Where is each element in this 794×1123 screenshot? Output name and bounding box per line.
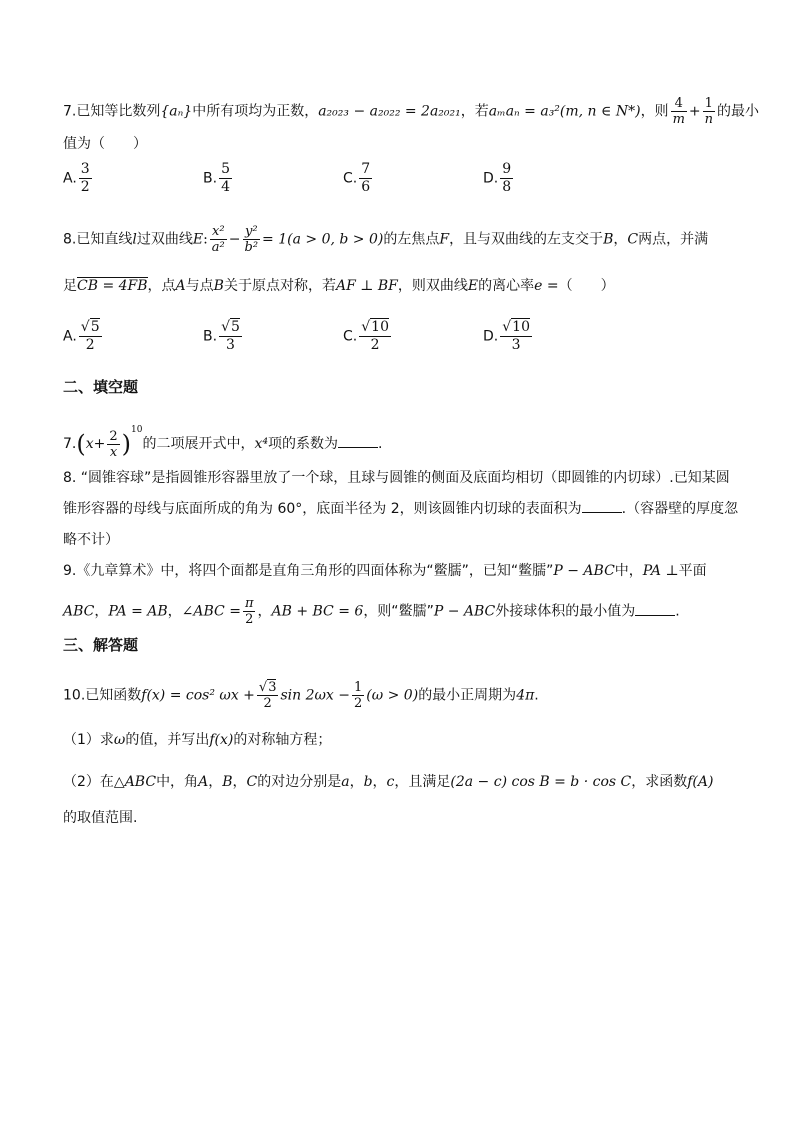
q10-part1 [63, 730, 331, 750]
q10-text: ，且满足 [394, 774, 451, 790]
q8-frac-x [210, 224, 227, 255]
f8-text-end: .（容器壁的厚度忽 [621, 501, 739, 517]
q8-text3: ，且与双曲线的左支交于 [449, 231, 604, 248]
f9-text: 9.《九章算术》中，将四个面都是直角三角形的四面体称为“鳖臑”，已知“鳖臑” [63, 563, 554, 579]
q8-option-a[interactable] [63, 319, 104, 354]
f7-line [63, 420, 382, 460]
option-fraction [219, 319, 242, 354]
comma: ， [349, 774, 364, 790]
frac-num: y² [243, 224, 261, 240]
frac-den: x [109, 444, 118, 460]
frac-den: 2 [354, 696, 363, 711]
section-title-answer: 三、解答题 [63, 636, 139, 654]
q7-text2: ，若 [460, 103, 489, 120]
f9-fraction [243, 596, 256, 627]
q7-tail: 的最小 [717, 103, 759, 120]
option-fraction [79, 319, 102, 354]
frac-num: √5 [80, 319, 100, 335]
option-label: B. [203, 328, 218, 345]
q10-text: 的值，并写出 [125, 732, 210, 748]
option-fraction [219, 161, 232, 196]
frac-den: m [672, 112, 685, 127]
var-C: C [246, 774, 258, 790]
option-label: B. [203, 170, 218, 187]
plus-sign: + [688, 103, 701, 120]
q10-part2 [63, 772, 713, 792]
f9-perp: PA ⊥ [642, 563, 679, 579]
var-c: c [386, 774, 395, 790]
var-x: x [85, 436, 94, 452]
frac-num: 1 [354, 680, 363, 695]
option-fraction [359, 161, 372, 196]
q10-equation: (2a − c) cos B = b · cos C [450, 774, 632, 790]
var-F: F [439, 231, 450, 248]
option-label: C. [343, 170, 358, 187]
answer-blank[interactable] [582, 498, 622, 513]
frac-num: 5 [221, 161, 230, 177]
q8-text: ，点 [147, 278, 176, 294]
q8-text: 足 [63, 278, 77, 294]
q8-prefix: 8.已知直线 [63, 231, 133, 248]
q10-prefix: 10.已知函数 [63, 687, 142, 704]
q10-period: 4π [516, 687, 535, 704]
left-paren: ( [76, 430, 86, 458]
frac-num: 1 [703, 96, 715, 112]
var-E: E [192, 231, 204, 248]
q8-frac-y [243, 224, 261, 255]
q10-triangle: △ABC [113, 774, 157, 790]
q7-text: 中所有项均为正数， [192, 103, 319, 120]
f7-x4: x⁴ [254, 436, 268, 452]
var-A: A [175, 278, 186, 294]
f7-tail: 项的系数为 [268, 436, 338, 452]
frac-num: π [244, 596, 254, 611]
f9-text: ，则“鳖臑” [363, 603, 434, 620]
f9-angle: ∠ABC = [181, 603, 241, 620]
q7-line1 [63, 96, 759, 127]
q10-condition: (ω > 0) [366, 687, 419, 704]
q7-equation: a₂₀₂₃ − a₂₀₂₂ = 2a₂₀₂₁ [318, 103, 461, 120]
q10-fraction-half [352, 680, 364, 711]
f9-tetrahedron: P − ABC [553, 563, 615, 579]
comma: ， [232, 774, 247, 790]
f9-line2 [63, 596, 680, 627]
option-label: A. [63, 328, 77, 345]
q8-paren: （ ） [558, 278, 615, 294]
f8-line2 [63, 498, 738, 519]
f9-plane: ABC [63, 603, 95, 620]
frac-num: 4 [671, 96, 687, 112]
f8-line1: 8. “圆锥容球”是指圆锥形容器里放了一个球，且球与圆锥的侧面及底面均相切（即圆锥的内切球）.已知某圆 [63, 470, 730, 486]
q8-condition: = 1(a > 0, b > 0) [262, 231, 384, 248]
frac-den: 4 [221, 179, 230, 195]
f9-line1 [63, 561, 707, 581]
var-B: B [603, 231, 614, 248]
q10-text: 的对称轴方程； [233, 732, 332, 748]
var-b: b [363, 774, 373, 790]
option-fraction [79, 161, 92, 196]
q8-text: 关于原点对称，若 [223, 278, 336, 294]
q7-condition: aₘaₙ = a₃²(m, n ∈ N*) [488, 103, 641, 120]
q10-text: 的最小正周期为 [418, 687, 517, 704]
frac-num: √5 [221, 319, 240, 335]
sqrt-radicand: 3 [268, 680, 277, 695]
q8-option-d[interactable] [483, 319, 534, 354]
option-label: C. [343, 328, 358, 345]
var-A: A [198, 774, 209, 790]
frac-den: b² [244, 240, 259, 255]
var-omega: ω [113, 732, 126, 748]
q10-text: （1）求 [63, 732, 114, 748]
q7-option-b[interactable] [203, 161, 234, 196]
q8-option-c[interactable] [343, 319, 393, 354]
q7-prefix: 7.已知等比数列 [63, 103, 161, 120]
var-E: E [467, 278, 479, 294]
q7-option-a[interactable] [63, 161, 94, 196]
comma: ， [167, 603, 182, 620]
q7-text3: ，则 [640, 103, 669, 120]
f9-text: 外接球体积的最小值为 [495, 603, 636, 620]
q10-text: 的对边分别是 [257, 774, 342, 790]
frac-num: 2 [109, 428, 118, 444]
q8-line2 [63, 276, 615, 296]
var-C: C [627, 231, 639, 248]
var-a: a [341, 774, 350, 790]
q7-fraction-1 [671, 96, 687, 127]
comma: ， [257, 603, 272, 620]
f9-tetrahedron: P − ABC [433, 603, 496, 620]
q10-fraction-sqrt3 [257, 680, 279, 711]
sqrt-radicand: 5 [90, 319, 100, 335]
sqrt-radicand: 5 [230, 319, 240, 335]
frac-den: 3 [511, 337, 521, 353]
q7-line2: 值为（ ） [63, 136, 147, 152]
var-B: B [213, 278, 224, 294]
option-fraction [500, 319, 532, 354]
f7-exponent: 10 [131, 425, 143, 435]
colon: : [203, 231, 208, 248]
q7-sequence: {aₙ} [160, 103, 193, 120]
f9-text: 平面 [678, 563, 707, 579]
answer-blank[interactable] [635, 601, 675, 616]
frac-num: √3 [258, 680, 277, 695]
q8-text2: 的左焦点 [383, 231, 440, 248]
frac-den: 2 [85, 337, 95, 353]
frac-den: n [704, 112, 713, 127]
frac-den: 2 [370, 337, 380, 353]
sqrt-radicand: 10 [512, 319, 530, 335]
frac-den: 2 [245, 612, 254, 627]
option-label: D. [483, 170, 499, 187]
q8-text: 与点 [185, 278, 214, 294]
frac-den: a² [211, 240, 225, 255]
frac-den: 2 [80, 179, 90, 195]
period: . [378, 436, 383, 452]
plus-sign: + [93, 436, 106, 452]
var-B: B [222, 774, 233, 790]
f8-line3: 略不计） [63, 532, 119, 548]
frac-den: 2 [263, 696, 272, 711]
q8-vector-equation: CB = 4FB [77, 278, 148, 294]
comma: ， [372, 774, 387, 790]
minus-sign: − [228, 231, 241, 248]
option-label: D. [483, 328, 499, 345]
option-fraction [500, 161, 513, 196]
period: . [675, 603, 680, 620]
q8-line1 [63, 224, 708, 255]
q8-option-b[interactable] [203, 319, 244, 354]
option-label: A. [63, 170, 77, 187]
comma: ， [208, 774, 223, 790]
q8-eccentricity: e = [534, 278, 559, 294]
q7-fraction-2 [703, 96, 715, 127]
q8-text: 的离心率 [478, 278, 535, 294]
q7-option-d[interactable] [483, 161, 515, 196]
q10-sin: sin 2ωx − [280, 687, 351, 704]
f9-equal: PA = AB [108, 603, 168, 620]
f7-fraction [107, 429, 119, 460]
frac-num: 3 [80, 161, 90, 177]
period: . [534, 687, 539, 704]
q8-text: ，则双曲线 [397, 278, 468, 294]
q10-fA: f(A) [687, 774, 714, 790]
section-title-fill-in: 二、填空题 [63, 378, 139, 396]
frac-num: √10 [361, 319, 389, 335]
comma: ， [613, 231, 628, 248]
q8-perpendicular: AF ⊥ BF [335, 278, 398, 294]
option-fraction [359, 319, 391, 354]
f7-text: 的二项展开式中， [142, 436, 255, 452]
frac-num: x² [210, 224, 227, 240]
q10-fx: f(x) [209, 732, 234, 748]
f7-prefix: 7. [63, 436, 77, 452]
frac-num: 9 [502, 161, 512, 177]
q10-text: ，求函数 [631, 774, 688, 790]
q8-tail: 两点，并满 [638, 231, 709, 248]
q10-text: （2）在 [63, 774, 114, 790]
q10-part2-line2: 的取值范围. [63, 810, 138, 826]
q10-line1 [63, 680, 539, 711]
q8-text: 过双曲线 [136, 231, 193, 248]
frac-num: √10 [502, 319, 530, 335]
f8-text: 锥形容器的母线与底面所成的角为 60°，底面半径为 2，则该圆锥内切球的表面积为 [63, 501, 582, 517]
sqrt-radicand: 10 [371, 319, 389, 335]
frac-den: 6 [361, 179, 371, 195]
q10-text: 中，角 [156, 774, 199, 790]
q7-option-c[interactable] [343, 161, 374, 196]
f9-text: 中， [614, 563, 643, 579]
frac-den: 8 [502, 179, 512, 195]
right-paren: ) [121, 430, 132, 458]
frac-num: 7 [361, 161, 371, 177]
comma: ， [94, 603, 109, 620]
var-l: l [132, 231, 137, 248]
f9-sum: AB + BC = 6 [271, 603, 364, 620]
q10-function: f(x) = cos² ωx + [141, 687, 255, 704]
answer-blank[interactable] [338, 433, 378, 448]
frac-den: 3 [226, 337, 235, 353]
